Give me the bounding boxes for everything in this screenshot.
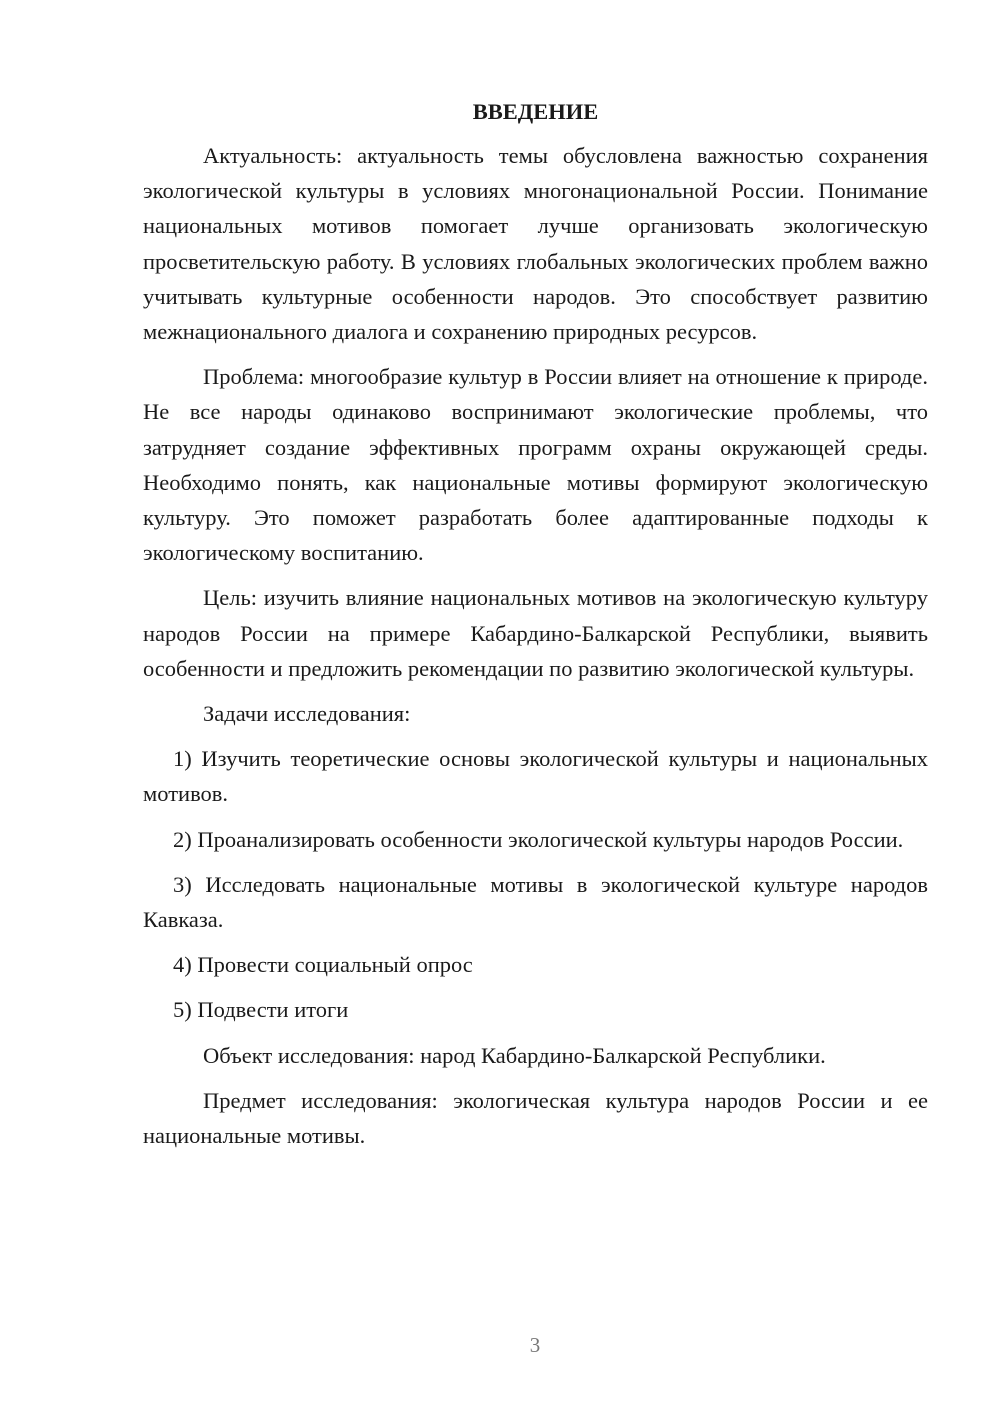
- paragraph-goal: Цель: изучить влияние национальных мотивов на экологическую культуру народов России на примере Кабардино-Балкарской Республики, выявить особенности и предложить рекомендации по развитию экологической культуры.: [143, 585, 928, 681]
- paragraph-tasks-heading: Задачи исследования:: [203, 701, 411, 727]
- paragraph-object: Объект исследования: народ Кабардино-Балкарской Республики.: [203, 1042, 826, 1068]
- task-item-5: 5) Подвести итоги: [173, 997, 349, 1023]
- task-item-4: 4) Провести социальный опрос: [173, 952, 473, 978]
- task-item-2: 2) Проанализировать особенности экологической культуры народов России.: [173, 826, 904, 852]
- paragraph-relevance: Актуальность: актуальность темы обусловлена важностью сохранения экологической культуры в условиях многонациональной России. Понимание национальных мотивов помогает лучше организовать экологическую просветительскую работу. В условиях глобальных экологических проблем важно учитывать культурные особенности народов. Это способствует развитию межнационального диалога и сохранению природных ресурсов.: [143, 143, 928, 345]
- paragraph-problem: Проблема: многообразие культур в России влияет на отношение к природе. Не все народы одинаково воспринимают экологические проблемы, что затрудняет создание эффективных программ охраны окружающей среды. Необходимо понять, как национальные мотивы формируют экологическую культуру. Это поможет разработать более адаптированные подходы к экологическому воспитанию.: [143, 364, 928, 566]
- page-title: ВВЕДЕНИЕ: [472, 99, 599, 124]
- task-item-3: 3) Исследовать национальные мотивы в экологической культуре народов Кавказа.: [143, 871, 928, 933]
- paragraph-subject: Предмет исследования: экологическая культура народов России и ее национальные мотивы.: [143, 1087, 928, 1149]
- page-number: 3: [529, 1333, 541, 1357]
- task-item-1: 1) Изучить теоретические основы экологической культуры и национальных мотивов.: [143, 746, 928, 807]
- document-body: [143, 94, 928, 1163]
